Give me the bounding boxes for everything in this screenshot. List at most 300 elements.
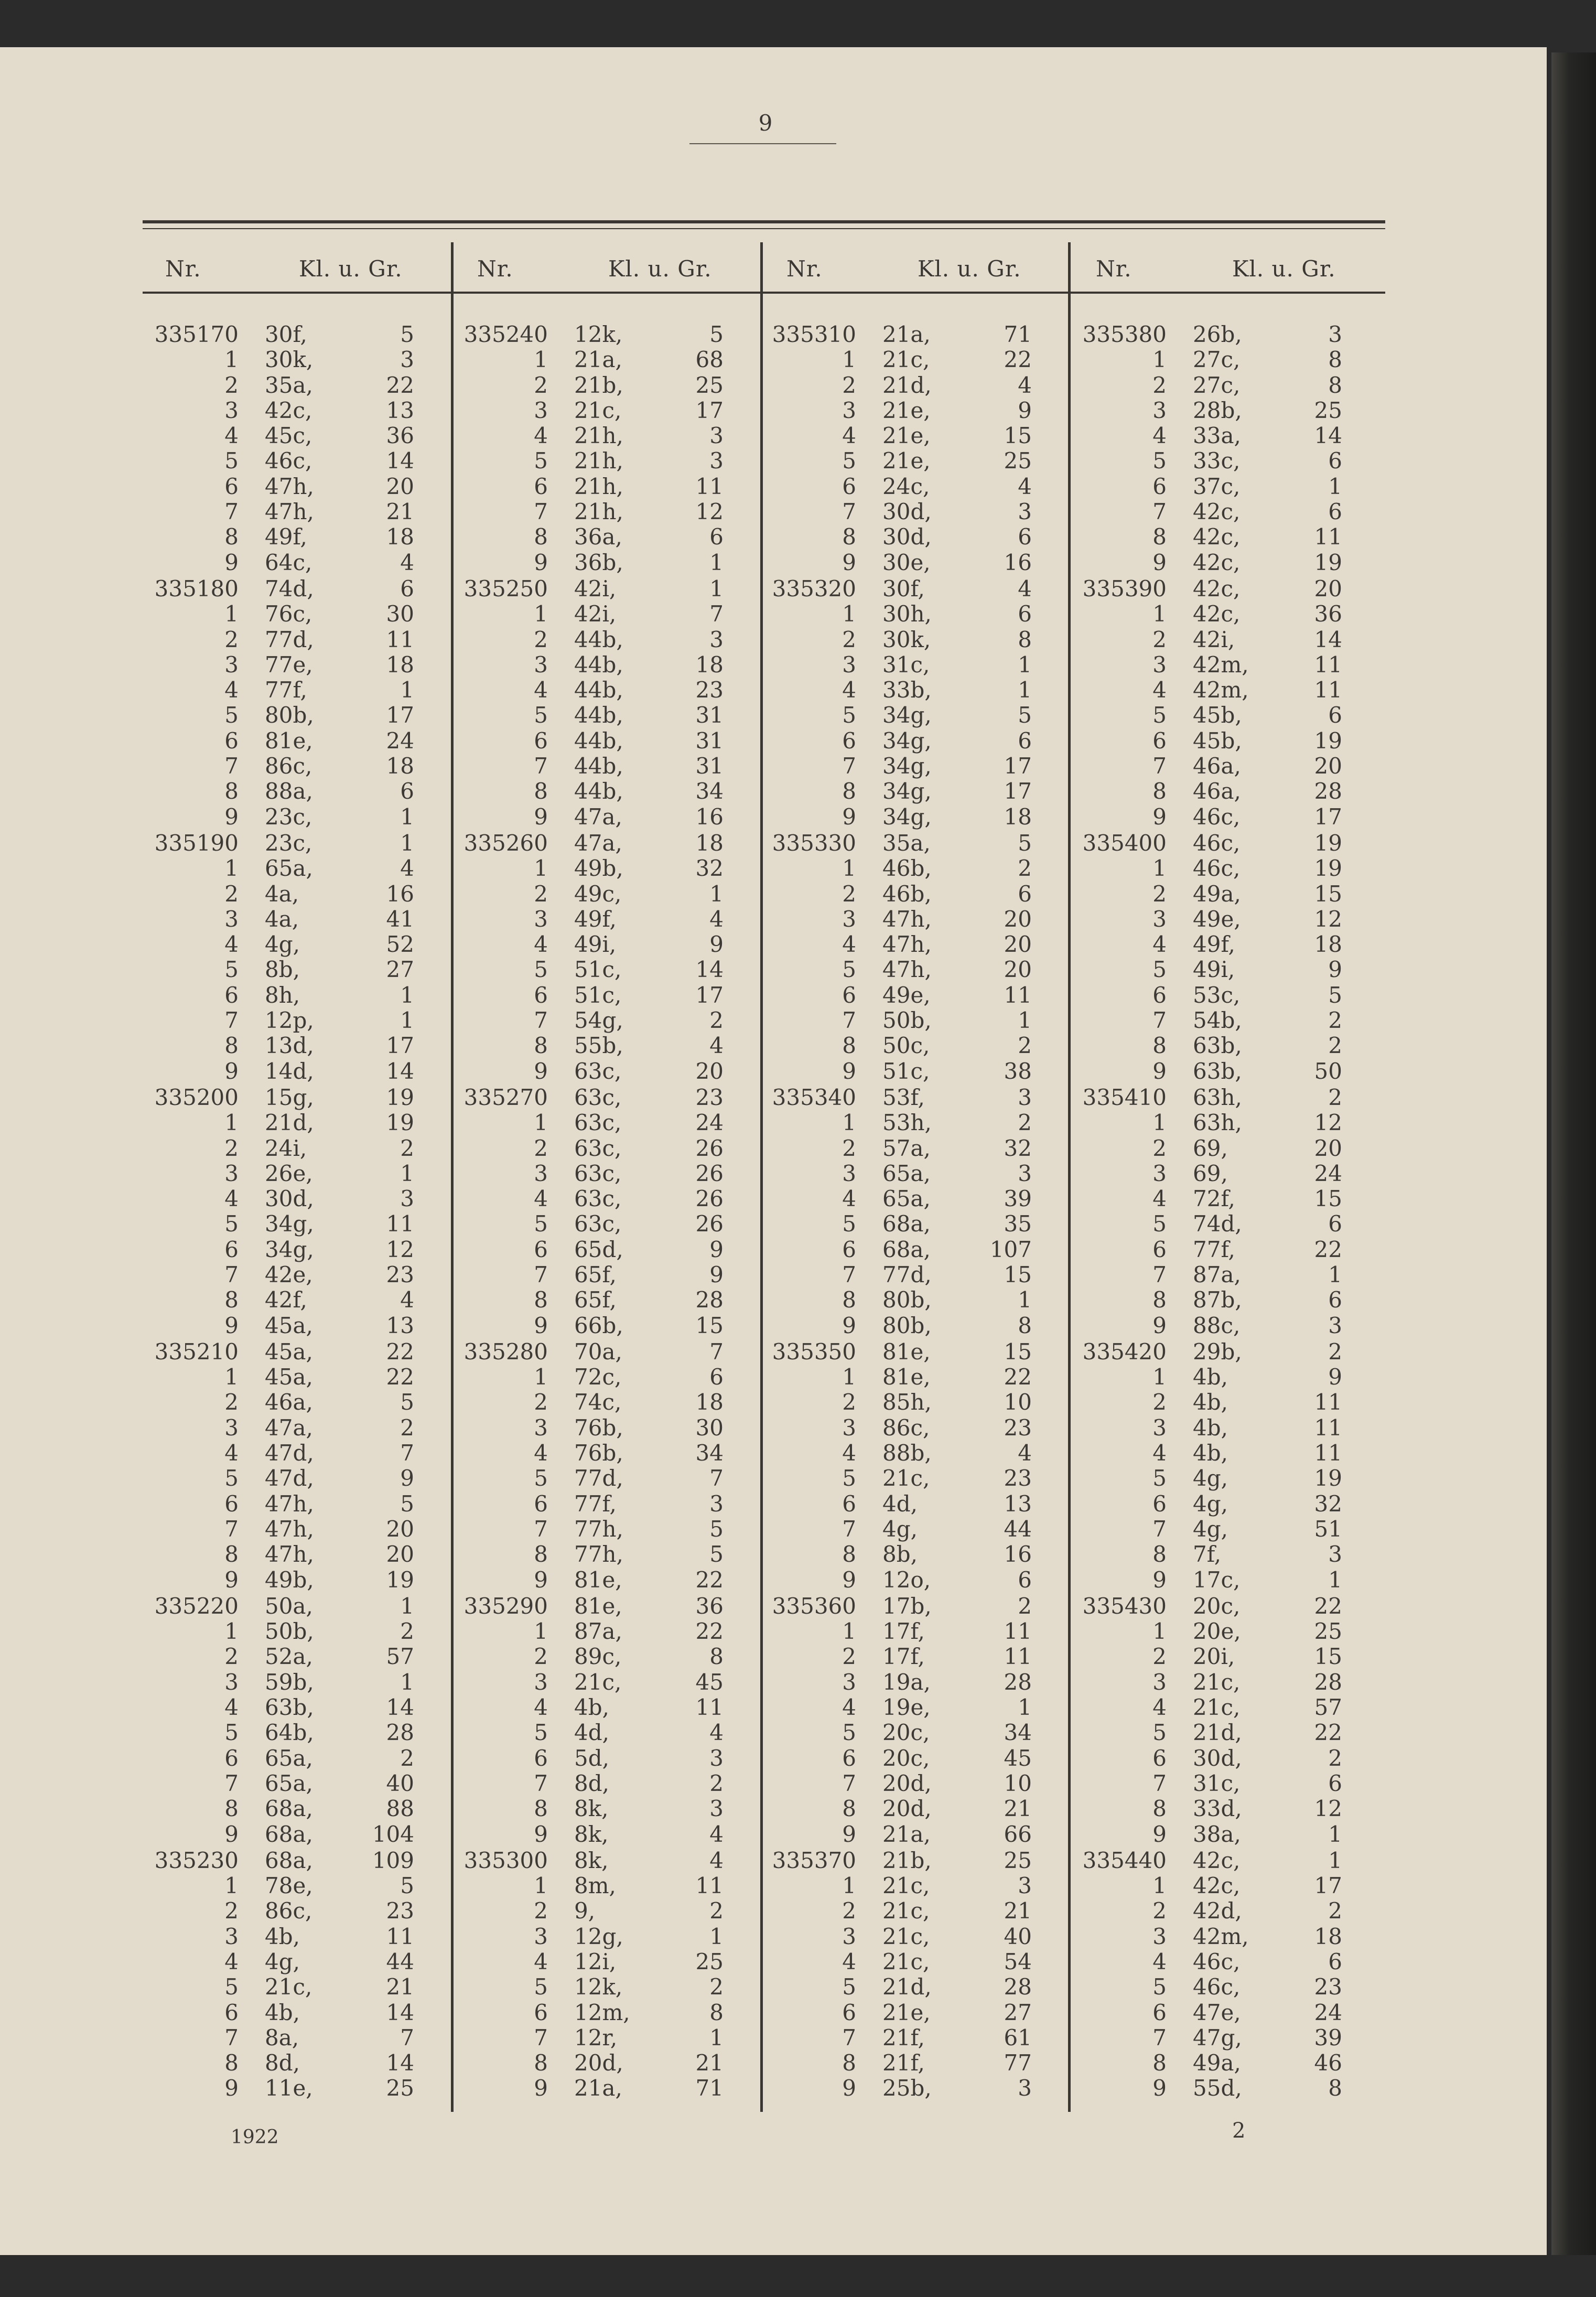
table-row	[461, 2051, 765, 2076]
patent-number: 5	[842, 1465, 856, 1491]
group-count: 16	[386, 881, 414, 907]
table-row	[770, 1594, 1074, 1619]
class-group: 76b,	[574, 1440, 623, 1466]
group-count: 1	[400, 803, 414, 830]
table-row	[1080, 602, 1384, 627]
group-count: 14	[1314, 626, 1342, 652]
patent-number: 8	[1152, 1033, 1167, 1059]
group-count: 77	[1004, 2050, 1032, 2076]
class-group: 36a,	[574, 524, 622, 550]
table-row	[770, 882, 1074, 907]
class-group: 45a,	[265, 1364, 313, 1390]
patent-number: 1	[842, 347, 856, 373]
class-group: 35a,	[882, 830, 931, 856]
table-row	[461, 1822, 765, 1847]
group-count: 20	[1004, 957, 1032, 983]
patent-number: 4	[534, 931, 548, 958]
table-row	[770, 957, 1074, 982]
group-count: 22	[1314, 1720, 1342, 1746]
table-row	[152, 1771, 456, 1796]
class-group: 33a,	[1193, 423, 1241, 449]
class-group: 4b,	[265, 1999, 300, 2025]
header-klasse: Kl. u. Gr.	[299, 256, 403, 282]
class-group: 81e,	[265, 727, 313, 754]
group-count: 4	[709, 1720, 724, 1746]
table-row	[1080, 1644, 1384, 1669]
class-group: 21h,	[574, 499, 623, 525]
patent-number: 7	[842, 1007, 856, 1034]
table-row	[152, 1796, 456, 1821]
group-count: 26	[695, 1186, 724, 1212]
group-count: 3	[1018, 1084, 1032, 1110]
class-group: 77d,	[265, 626, 314, 652]
group-count: 39	[1314, 2024, 1342, 2051]
table-row	[152, 1262, 456, 1287]
group-count: 15	[1004, 1338, 1032, 1365]
table-row	[461, 1848, 765, 1873]
group-count: 6	[1328, 1211, 1342, 1237]
class-group: 49b,	[574, 855, 623, 882]
patent-number: 1	[224, 1873, 239, 1899]
patent-number: 9	[224, 1058, 239, 1084]
table-row	[461, 1695, 765, 1720]
class-group: 34g,	[265, 1211, 314, 1237]
class-group: 81e,	[882, 1338, 931, 1365]
book-spine	[1551, 52, 1596, 2255]
patent-number: 6	[534, 727, 548, 754]
table-row	[770, 728, 1074, 754]
class-group: 46c,	[265, 448, 312, 474]
table-row	[770, 2051, 1074, 2076]
group-count: 28	[1004, 1669, 1032, 1695]
class-group: 4g,	[1193, 1516, 1228, 1542]
group-count: 4	[709, 1033, 724, 1059]
entry-group	[461, 831, 765, 1084]
table-row	[461, 1390, 765, 1415]
group-count: 11	[1314, 677, 1342, 703]
table-row	[770, 1517, 1074, 1542]
table-row	[461, 1415, 765, 1441]
class-group: 63c,	[574, 1135, 622, 1161]
group-count: 19	[386, 1084, 414, 1110]
class-group: 37c,	[1193, 473, 1241, 499]
class-group: 21c,	[574, 397, 622, 423]
group-count: 14	[386, 1058, 414, 1084]
patent-number: 6	[534, 1490, 548, 1517]
patent-number: 1	[534, 1873, 548, 1899]
group-count: 18	[695, 1389, 724, 1415]
group-count: 19	[386, 1566, 414, 1593]
table-row	[461, 1262, 765, 1287]
class-group: 4b,	[574, 1694, 609, 1721]
class-group: 51c,	[574, 982, 622, 1008]
table-row	[770, 550, 1074, 575]
group-count: 6	[709, 524, 724, 550]
group-count: 12	[386, 1236, 414, 1262]
group-count: 9	[709, 1236, 724, 1262]
class-group: 21e,	[882, 397, 931, 423]
table-row	[1080, 1949, 1384, 1974]
patent-number: 4	[224, 1440, 239, 1466]
table-row	[152, 1542, 456, 1567]
entry-group	[461, 1339, 765, 1593]
patent-number: 1	[1152, 601, 1167, 627]
patent-number: 4	[224, 677, 239, 703]
table-row	[152, 1339, 456, 1365]
group-count: 32	[695, 855, 724, 882]
table-row	[1080, 1365, 1384, 1390]
class-group: 65d,	[574, 1236, 623, 1262]
table-row	[1080, 957, 1384, 982]
patent-number: 8	[1152, 778, 1167, 804]
group-count: 1	[400, 1160, 414, 1186]
patent-number: 5	[1152, 1465, 1167, 1491]
class-group: 12r,	[574, 2024, 618, 2051]
table-column-3	[770, 322, 1074, 2102]
group-count: 11	[695, 473, 724, 499]
class-group: 8h,	[265, 982, 300, 1008]
patent-number: 6	[842, 1745, 856, 1771]
patent-number: 7	[534, 1261, 548, 1287]
table-row	[461, 423, 765, 448]
class-group: 4b,	[1193, 1389, 1228, 1415]
table-row	[770, 1008, 1074, 1033]
group-count: 2	[1328, 1084, 1342, 1110]
patent-number: 2	[534, 626, 548, 652]
table-row	[1080, 322, 1384, 347]
table-row	[461, 754, 765, 779]
class-group: 63h,	[1193, 1110, 1242, 1136]
patent-number: 3	[224, 1669, 239, 1695]
group-count: 54	[1004, 1949, 1032, 1974]
group-count: 5	[400, 1873, 414, 1899]
entry-group	[1080, 1085, 1384, 1338]
patent-number: 5	[842, 1720, 856, 1746]
table-row	[461, 1517, 765, 1542]
patent-number: 6	[1152, 1745, 1167, 1771]
class-group: 49i,	[1193, 957, 1235, 983]
patent-number: 2	[224, 1644, 239, 1670]
group-count: 22	[386, 1338, 414, 1365]
table-row	[770, 347, 1074, 372]
class-group: 42c,	[1193, 549, 1241, 575]
class-group: 47e,	[1193, 1999, 1241, 2025]
patent-number: 9	[224, 2075, 239, 2101]
class-group: 21c,	[882, 347, 930, 373]
table-row	[770, 627, 1074, 652]
group-count: 31	[695, 727, 724, 754]
patent-number: 1	[534, 1364, 548, 1390]
footer-year: 1922	[231, 2127, 279, 2148]
class-group: 21c,	[882, 1873, 930, 1899]
table-row	[1080, 576, 1384, 602]
entry-group	[152, 1339, 456, 1593]
patent-number: 7	[1152, 1261, 1167, 1287]
class-group: 80b,	[882, 1287, 932, 1313]
patent-number: 6	[534, 982, 548, 1008]
class-group: 76b,	[574, 1414, 623, 1441]
group-count: 20	[1314, 1135, 1342, 1161]
table-row	[1080, 728, 1384, 754]
patent-number: 1	[842, 1110, 856, 1136]
patent-number: 2	[224, 1135, 239, 1161]
table-row	[461, 1746, 765, 1771]
group-count: 25	[1004, 448, 1032, 474]
patent-number: 4	[842, 1440, 856, 1466]
class-group: 23c,	[265, 803, 312, 830]
patent-number: 2	[534, 1135, 548, 1161]
class-group: 17f,	[882, 1618, 925, 1645]
class-group: 80b,	[882, 1312, 932, 1338]
patent-number: 8	[842, 2050, 856, 2076]
class-group: 17c,	[1193, 1566, 1241, 1593]
table-row	[461, 1110, 765, 1135]
table-row	[461, 1085, 765, 1110]
class-group: 77h,	[574, 1516, 623, 1542]
patent-number: 3	[224, 1160, 239, 1186]
table-row	[770, 1033, 1074, 1058]
class-group: 46c,	[1193, 1974, 1241, 2000]
table-row	[152, 499, 456, 524]
patent-number: 5	[224, 1211, 239, 1237]
table-row	[1080, 1670, 1384, 1695]
patent-number: 3	[534, 906, 548, 932]
group-count: 6	[400, 778, 414, 804]
patent-number: 335330	[772, 830, 856, 856]
table-row	[1080, 1720, 1384, 1745]
table-row	[461, 1136, 765, 1161]
class-group: 12p,	[265, 1007, 314, 1034]
table-row	[461, 652, 765, 678]
table-row	[152, 1822, 456, 1847]
class-group: 20c,	[882, 1745, 930, 1771]
class-group: 77f,	[574, 1490, 617, 1517]
table-row	[1080, 1390, 1384, 1415]
group-count: 8	[1328, 347, 1342, 373]
table-row	[1080, 1594, 1384, 1619]
group-count: 88	[386, 1796, 414, 1822]
patent-number: 6	[224, 1490, 239, 1517]
group-count: 15	[1004, 423, 1032, 449]
table-row	[152, 779, 456, 804]
group-count: 8	[1018, 626, 1032, 652]
patent-number: 3	[224, 1414, 239, 1441]
class-group: 13d,	[265, 1033, 314, 1059]
table-row	[770, 1542, 1074, 1567]
patent-number: 2	[1152, 1898, 1167, 1924]
patent-number: 9	[224, 803, 239, 830]
table-row	[461, 1949, 765, 1974]
patent-number: 2	[1152, 1135, 1167, 1161]
patent-number: 7	[1152, 1007, 1167, 1034]
table-row	[770, 474, 1074, 499]
table-row	[461, 1594, 765, 1619]
patent-number: 2	[842, 1644, 856, 1670]
table-row	[770, 2025, 1074, 2051]
patent-number: 7	[534, 499, 548, 525]
patent-number: 335260	[463, 830, 548, 856]
patent-number: 8	[1152, 1287, 1167, 1313]
class-group: 78e,	[265, 1873, 313, 1899]
table-row	[461, 1796, 765, 1821]
group-count: 1	[1328, 1821, 1342, 1847]
class-group: 52a,	[265, 1644, 313, 1670]
class-group: 7f,	[1193, 1541, 1222, 1568]
class-group: 44b,	[574, 626, 623, 652]
table-row	[770, 907, 1074, 932]
group-count: 11	[1314, 651, 1342, 678]
table-row	[152, 373, 456, 398]
group-count: 21	[386, 499, 414, 525]
table-row	[770, 779, 1074, 804]
table-row	[770, 1924, 1074, 1949]
table-row	[770, 1720, 1074, 1745]
group-count: 23	[1004, 1465, 1032, 1491]
group-count: 22	[1004, 1364, 1032, 1390]
patent-number: 1	[224, 855, 239, 882]
class-group: 44b,	[574, 753, 623, 779]
patent-number: 6	[224, 1999, 239, 2025]
group-count: 3	[709, 423, 724, 449]
patent-number: 9	[534, 549, 548, 575]
group-count: 36	[695, 1593, 724, 1619]
top-rule-thin	[143, 228, 1385, 229]
class-group: 47a,	[265, 1414, 313, 1441]
patent-number: 3	[224, 1923, 239, 1949]
patent-number: 6	[224, 1236, 239, 1262]
table-row	[770, 499, 1074, 524]
patent-number: 8	[224, 524, 239, 550]
patent-number: 2	[224, 1898, 239, 1924]
group-count: 7	[709, 1465, 724, 1491]
table-row	[770, 1644, 1074, 1669]
class-group: 42i,	[1193, 626, 1235, 652]
page-number: 9	[758, 110, 773, 136]
table-row	[152, 1594, 456, 1619]
table-row	[1080, 1085, 1384, 1110]
class-group: 50a,	[265, 1593, 313, 1619]
class-group: 47h,	[265, 1490, 314, 1517]
table-row	[461, 474, 765, 499]
patent-number: 8	[842, 1796, 856, 1822]
class-group: 12m,	[574, 1999, 630, 2025]
table-row	[461, 779, 765, 804]
table-row	[770, 602, 1074, 627]
group-count: 28	[695, 1287, 724, 1313]
patent-number: 1	[534, 1110, 548, 1136]
patent-number: 4	[1152, 1694, 1167, 1721]
table-row	[770, 1313, 1074, 1338]
table-row	[770, 1059, 1074, 1084]
table-row	[1080, 1873, 1384, 1898]
class-group: 30f,	[882, 575, 925, 602]
patent-number: 3	[1152, 651, 1167, 678]
class-group: 34g,	[882, 702, 932, 728]
group-count: 2	[1018, 1033, 1032, 1059]
patent-number: 4	[224, 1186, 239, 1212]
table-row	[461, 1033, 765, 1058]
patent-number: 2	[224, 1389, 239, 1415]
group-count: 4	[1018, 372, 1032, 398]
group-count: 21	[695, 2050, 724, 2076]
table-row	[1080, 2076, 1384, 2101]
table-row	[1080, 1974, 1384, 2000]
table-row	[152, 322, 456, 347]
patent-number: 2	[842, 1898, 856, 1924]
patent-number: 6	[842, 473, 856, 499]
class-group: 45a,	[265, 1338, 313, 1365]
group-count: 46	[1314, 2050, 1342, 2076]
class-group: 51c,	[574, 957, 622, 983]
group-count: 20	[1314, 575, 1342, 602]
group-count: 14	[386, 448, 414, 474]
class-group: 8k,	[574, 1847, 609, 1873]
group-count: 11	[1004, 1644, 1032, 1670]
class-group: 42c,	[1193, 524, 1241, 550]
table-row	[461, 1441, 765, 1466]
class-group: 12k,	[574, 321, 623, 347]
group-count: 26	[695, 1135, 724, 1161]
table-row	[1080, 398, 1384, 423]
group-count: 18	[1004, 803, 1032, 830]
class-group: 54b,	[1193, 1007, 1242, 1034]
group-count: 18	[695, 830, 724, 856]
group-count: 2	[1328, 1033, 1342, 1059]
group-count: 11	[386, 1211, 414, 1237]
table-row	[1080, 2000, 1384, 2025]
patent-number: 8	[224, 2050, 239, 2076]
patent-number: 335390	[1082, 575, 1167, 602]
class-group: 42m,	[1193, 677, 1249, 703]
class-group: 42c,	[265, 397, 312, 423]
group-count: 30	[386, 601, 414, 627]
table-row	[461, 678, 765, 703]
patent-number: 6	[842, 1999, 856, 2025]
group-count: 8	[709, 1644, 724, 1670]
table-row	[770, 1339, 1074, 1365]
class-group: 11e,	[265, 2075, 313, 2101]
patent-number: 2	[1152, 1389, 1167, 1415]
group-count: 24	[1314, 1160, 1342, 1186]
group-count: 5	[1018, 702, 1032, 728]
group-count: 34	[695, 778, 724, 804]
class-group: 8k,	[574, 1821, 609, 1847]
patent-number: 1	[842, 1873, 856, 1899]
patent-number: 6	[1152, 473, 1167, 499]
table-row	[152, 907, 456, 932]
group-count: 2	[709, 1770, 724, 1796]
class-group: 47h,	[265, 1516, 314, 1542]
table-row	[152, 398, 456, 423]
table-row	[770, 1695, 1074, 1720]
table-row	[770, 1415, 1074, 1441]
group-count: 3	[1018, 1873, 1032, 1899]
group-count: 4	[709, 1821, 724, 1847]
patent-number: 6	[534, 1236, 548, 1262]
group-count: 2	[709, 1974, 724, 2000]
table-row	[461, 1161, 765, 1186]
patent-number: 1	[534, 601, 548, 627]
table-row	[152, 1237, 456, 1262]
class-group: 47a,	[574, 803, 622, 830]
table-row	[461, 1287, 765, 1313]
patent-number: 1	[1152, 1873, 1167, 1899]
table-row	[1080, 1237, 1384, 1262]
table-row	[1080, 1262, 1384, 1287]
table-row	[461, 983, 765, 1008]
group-count: 3	[709, 1796, 724, 1822]
patent-number: 2	[224, 881, 239, 907]
